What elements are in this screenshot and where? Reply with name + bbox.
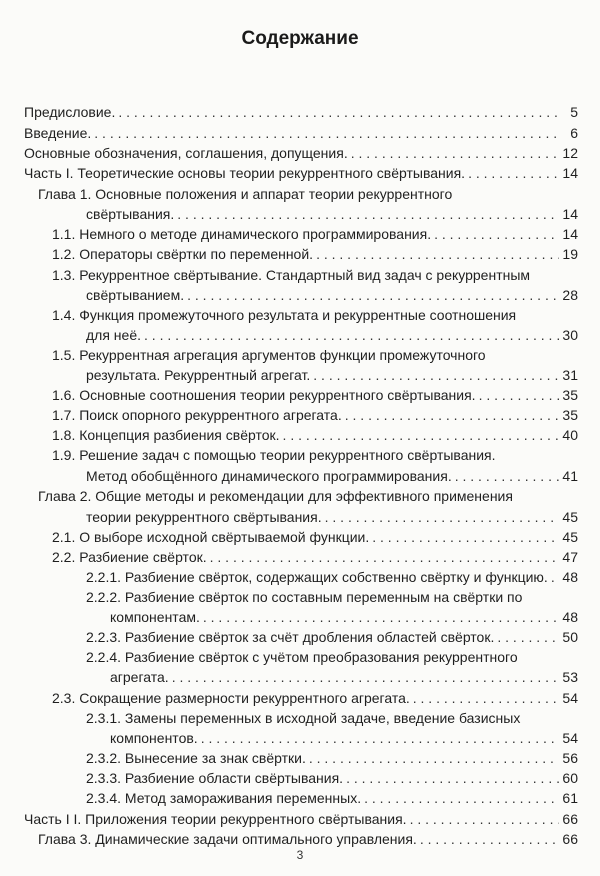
toc-entry-title: 2.2.2. Разбиение свёрток по составным переменным на свёртки по	[86, 589, 523, 605]
toc-entry-title: агрегата.	[110, 669, 169, 685]
toc-entry-title: 2.1. О выборе исходной свёртываемой функции.	[52, 529, 370, 545]
toc-entry-title: 1.9. Решение задач с помощью теории рекуррентного свёртывания.	[52, 447, 496, 463]
toc-entry-title: Часть I. Теоретические основы теории рекуррентного свёртывания.	[24, 165, 466, 181]
toc-entry-page: 66	[562, 811, 578, 827]
dot-leader	[479, 386, 559, 405]
toc-entry-page: 54	[562, 730, 578, 746]
toc-entry	[86, 628, 578, 647]
toc-entry-page: 48	[562, 569, 578, 585]
toc-entry	[52, 689, 578, 708]
toc-entry-page: 14	[562, 165, 578, 181]
toc-entry-page: 35	[562, 407, 578, 423]
toc-entry-page: 28	[562, 287, 578, 303]
dot-leader	[364, 789, 559, 808]
dot-leader	[309, 749, 559, 768]
toc-entry	[86, 568, 578, 587]
toc-entry	[86, 749, 578, 768]
toc-entry-page: 12	[562, 145, 578, 161]
toc-entry-title: свёртыванием.	[86, 287, 185, 303]
toc-entry-title: Основные обозначения, соглашения, допущения.	[24, 145, 348, 161]
toc-entry-title: Глава 2. Общие методы и рекомендации для эффективного применения	[38, 488, 513, 504]
toc-entry-page: 30	[562, 327, 578, 343]
toc-entry-page: 54	[562, 690, 578, 706]
toc-entry-title: 2.3.4. Метод замораживания переменных.	[86, 790, 362, 806]
page-title: Содержание	[241, 28, 359, 49]
toc-entry	[52, 386, 578, 405]
toc-entry-page: 6	[570, 125, 578, 141]
toc-entry-title: 2.3.1. Замены переменных в исходной задаче, введение базисных	[86, 710, 521, 726]
toc-entry-page: 61	[562, 790, 578, 806]
toc-entry	[52, 528, 578, 547]
toc-entry	[86, 286, 578, 305]
dot-leader	[201, 729, 559, 748]
toc-entry-page: 53	[562, 669, 578, 685]
toc-entry	[24, 103, 578, 122]
dot-leader	[346, 769, 559, 788]
toc-entry-page: 60	[562, 770, 578, 786]
toc-entry-title: 2.2.1. Разбиение свёрток, содержащих собственно свёртку и функцию.	[86, 569, 548, 585]
toc-entry-title: 1.1. Немного о методе динамического программирования.	[52, 226, 432, 242]
toc-entry-title: 2.2. Разбиение свёрток.	[52, 549, 207, 565]
dot-leader	[313, 366, 559, 385]
toc-entry	[52, 245, 578, 264]
dot-leader	[351, 144, 559, 163]
toc-entry-page: 35	[562, 387, 578, 403]
toc-entry-page: 56	[562, 750, 578, 766]
toc-entry	[110, 729, 578, 748]
toc-entry	[110, 608, 578, 627]
toc-entry	[110, 668, 578, 687]
dot-leader	[187, 286, 559, 305]
toc-entry	[86, 326, 578, 345]
toc-entry-page: 19	[562, 246, 578, 262]
dot-leader	[316, 245, 559, 264]
dot-leader	[172, 668, 559, 687]
dot-leader	[551, 568, 559, 587]
toc-entry-title: 1.7. Поиск опорного рекуррентного агрегата.	[52, 407, 342, 423]
toc-entry-title: результата. Рекуррентный агрегат.	[86, 367, 311, 383]
toc-entry	[52, 225, 578, 244]
toc-entry	[86, 366, 578, 385]
toc-entry-page: 48	[562, 609, 578, 625]
toc-entry	[86, 769, 578, 788]
toc-entry	[24, 810, 578, 829]
toc-entry	[24, 144, 578, 163]
toc-entry-title: Часть I I. Приложения теории рекуррентного свёртывания.	[24, 811, 407, 827]
toc-entry-page: 45	[562, 529, 578, 545]
dot-leader	[144, 326, 559, 345]
toc-entry-title: 1.8. Концепция разбиения свёрток.	[52, 427, 280, 443]
dot-leader	[177, 205, 559, 224]
page-number: 3	[296, 848, 304, 862]
toc-entry-page: 41	[562, 468, 578, 484]
toc-entry	[24, 164, 578, 183]
dot-leader	[420, 830, 559, 849]
toc-entry-title: Введение.	[24, 125, 92, 141]
toc-entry-page: 31	[562, 367, 578, 383]
toc-entry-title: свёртывания.	[86, 206, 175, 222]
dot-leader	[94, 124, 559, 143]
toc-entry	[86, 205, 578, 224]
dot-leader	[203, 608, 559, 627]
dot-leader	[455, 467, 559, 486]
toc-entry	[52, 406, 578, 425]
toc-entry-title: теории рекуррентного свёртывания.	[86, 509, 322, 525]
toc-entry-page: 45	[562, 509, 578, 525]
toc-entry-page: 66	[562, 831, 578, 847]
dot-leader	[413, 689, 559, 708]
toc-entry-title: 1.3. Рекуррентное свёртывание. Стандартный вид задач с рекуррентным	[52, 267, 531, 283]
toc-entry-title: 2.2.4. Разбиение свёрток с учётом преобразования рекуррентного	[86, 649, 518, 665]
dot-leader	[118, 103, 559, 122]
dot-leader	[497, 628, 559, 647]
toc-entry	[24, 124, 578, 143]
toc-entry-title: компонентов.	[110, 730, 198, 746]
toc-entry	[52, 548, 578, 567]
dot-leader	[372, 528, 559, 547]
dot-leader	[210, 548, 559, 567]
toc-entry-page: 14	[562, 206, 578, 222]
toc-entry-title: 1.6. Основные соотношения теории рекуррентного свёртывания.	[52, 387, 476, 403]
toc-entry-title: компонентам.	[110, 609, 200, 625]
toc-entry-title: Метод обобщённого динамического программирования.	[86, 468, 452, 484]
toc-entry-title: 2.3.3. Разбиение области свёртывания.	[86, 770, 344, 786]
toc-entry-page: 5	[570, 104, 578, 120]
toc-entry	[52, 426, 578, 445]
dot-leader	[468, 164, 559, 183]
toc-entry-title: для неё.	[86, 327, 142, 343]
toc-entry	[86, 508, 578, 527]
toc-entry-page: 47	[562, 549, 578, 565]
dot-leader	[434, 225, 559, 244]
toc-entry-title: 2.2.3. Разбиение свёрток за счёт дробления областей свёрток.	[86, 629, 495, 645]
toc-entry-title: Глава 1. Основные положения и аппарат теории рекуррентного	[38, 186, 453, 202]
toc-entry-title: 1.5. Рекуррентная агрегация аргументов функции промежуточного	[52, 347, 486, 363]
toc-entry-title: Предисловие.	[24, 104, 116, 120]
toc-entry	[38, 830, 578, 849]
dot-leader	[410, 810, 559, 829]
toc-entry	[86, 467, 578, 486]
toc-entry-title: 1.4. Функция промежуточного результата и рекуррентные соотношения	[52, 307, 517, 323]
toc-entry	[86, 789, 578, 808]
toc-entry-title: 2.3. Сокращение размерности рекуррентного агрегата.	[52, 690, 410, 706]
toc-entry-title: 2.3.2. Вынесение за знак свёртки.	[86, 750, 306, 766]
toc-entry-page: 14	[562, 226, 578, 242]
toc-entry-title: Глава 3. Динамические задачи оптимального управления.	[38, 831, 417, 847]
toc-entry-title: 1.2. Операторы свёртки по переменной.	[52, 246, 314, 262]
dot-leader	[283, 426, 559, 445]
toc-entry-page: 40	[562, 427, 578, 443]
toc-entry-page: 50	[562, 629, 578, 645]
dot-leader	[345, 406, 559, 425]
dot-leader	[325, 508, 559, 527]
